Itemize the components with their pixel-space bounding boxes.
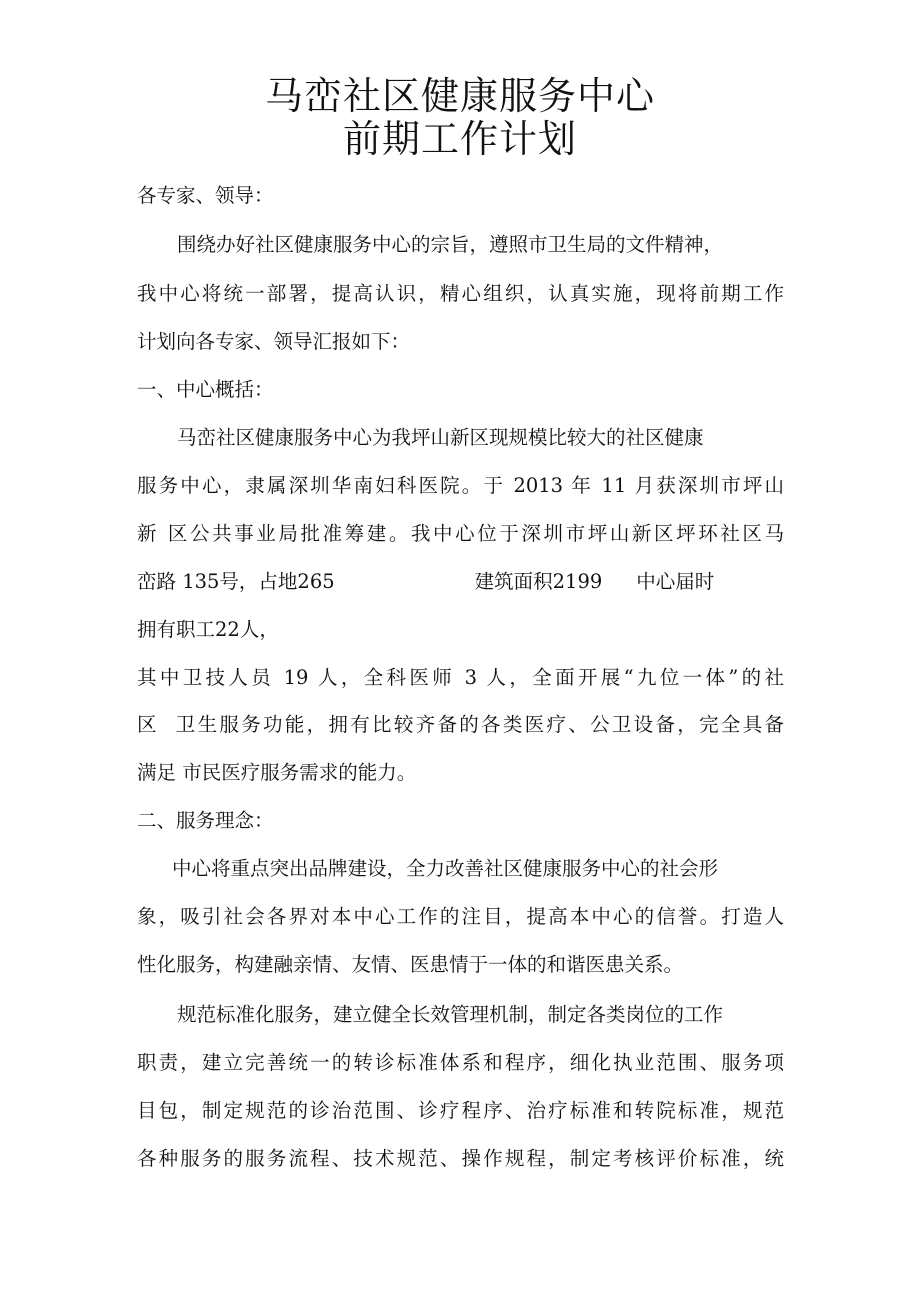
section1-heading: 一、中心概括： [137, 378, 274, 401]
section1-line: 拥有职工22人， [137, 618, 279, 641]
section1-line: 新 区公共事业局批准筹建。我中心位于深圳市坪山新区坪环社区马 [137, 522, 784, 545]
section2-heading: 二、服务理念： [137, 809, 274, 832]
section1-line: 满足 市民医疗服务需求的能力。 [137, 761, 417, 784]
section2-line: 各种服务的服务流程、技术规范、操作规程，制定考核评价标准，统 [137, 1147, 784, 1170]
section1-line4-part-b: 建筑面积2199 [474, 570, 603, 593]
section1-line [137, 568, 714, 596]
section1-line4-part-a: 峦路 135号，占地265 [137, 570, 335, 593]
section1-line: 服务中心，隶属深圳华南妇科医院。于 2013 年 11 月获深圳市坪山 [137, 474, 784, 497]
section1-line: 马峦社区健康服务中心为我坪山新区现规模比较大的社区健康 [177, 426, 704, 449]
section2-line: 性化服务，构建融亲情、友情、医患情于一体的和谐医患关系。 [137, 953, 684, 976]
salutation: 各专家、领导： [137, 184, 274, 207]
section2-line: 规范标准化服务，建立健全长效管理机制，制定各类岗位的工作 [177, 1003, 724, 1026]
document-title-line1: 马峦社区健康服务中心 [264, 74, 655, 118]
section2-line: 中心将重点突出品牌建设，全力改善社区健康服务中心的社会形 [172, 857, 719, 880]
section1-line: 其中卫技人员 19 人，全科医师 3 人，全面开展“九位一体”的社 [137, 666, 784, 689]
section2-line: 目包，制定规范的诊治范围、诊疗程序、治疗标准和转院标准，规范 [137, 1099, 784, 1122]
section1-line4-part-c: 中心届时 [636, 570, 715, 593]
intro-line: 计划向各专家、领导汇报如下： [137, 330, 411, 353]
section2-line: 象，吸引社会各界对本中心工作的注目，提高本中心的信誉。打造人 [137, 905, 784, 928]
intro-line: 我中心将统一部署，提高认识，精心组织，认真实施，现将前期工作 [137, 282, 784, 305]
section1-line: 区 卫生服务功能，拥有比较齐备的各类医疗、公卫设备，完全具备 [137, 713, 784, 736]
document-title-line2: 前期工作计划 [342, 117, 577, 161]
intro-line: 围绕办好社区健康服务中心的宗旨，遵照市卫生局的文件精神， [177, 233, 724, 256]
section2-line: 职责，建立完善统一的转诊标准体系和程序，细化执业范围、服务项 [137, 1051, 784, 1074]
